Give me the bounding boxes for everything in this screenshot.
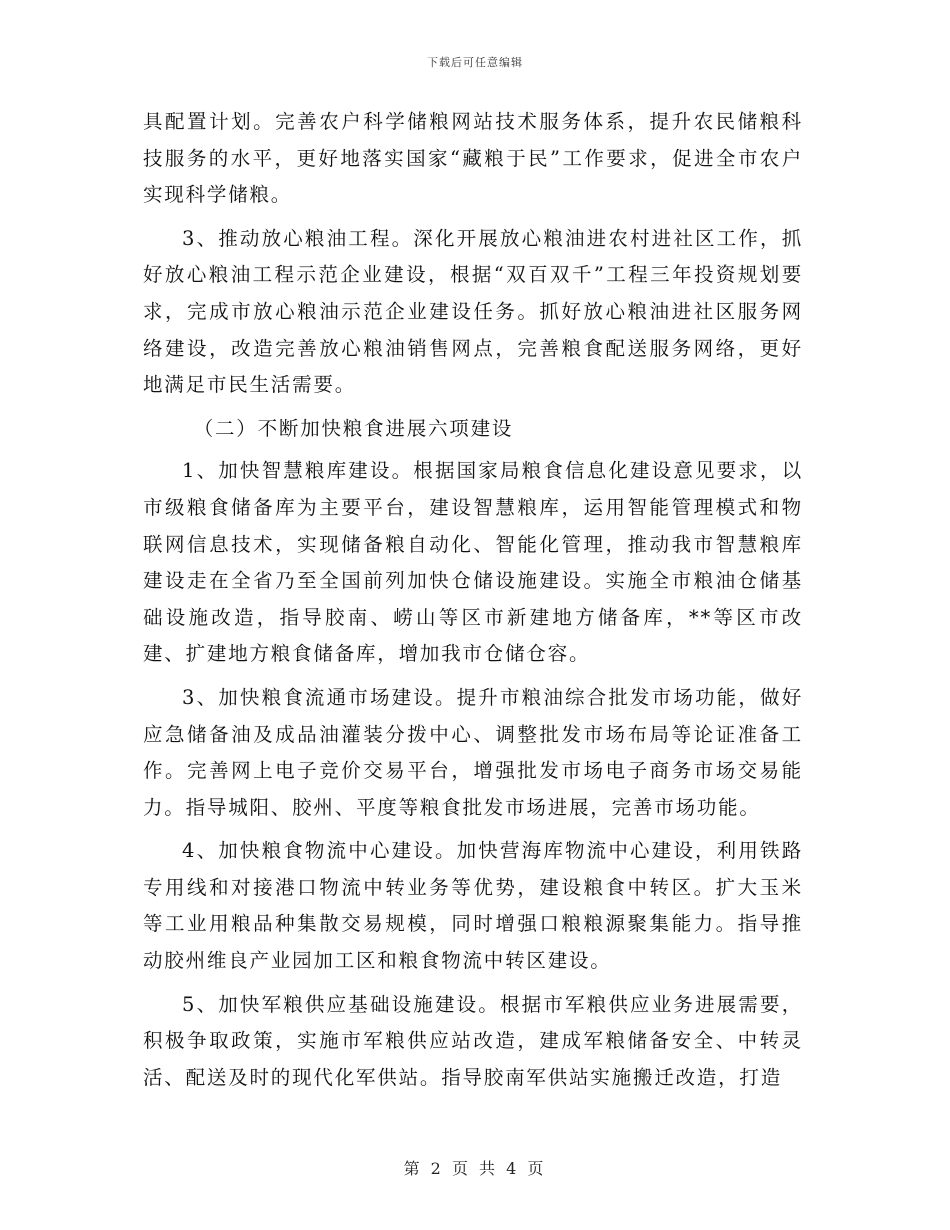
paragraph-item-1-smart-granary: 1、加快智慧粮库建设。根据国家局粮食信息化建设意见要求，以市级粮食储备库为主要平台，建设智慧粮库，运用智能管理模式和物联网信息技术，实现储备粮自动化、智能化管理，推动我市智慧粮库建设走在全省乃至全国前列加快仓储设施建设。实施全市粮油仓储基础设施改造，指导胶南、崂山等区市新建地方储备库，**等区市改建、扩建地方粮食储备库，增加我市仓储仓容。 xyxy=(143,459,803,666)
document-body xyxy=(143,104,803,1096)
paragraph-item-3-market: 3、加快粮食流通市场建设。提升市粮油综合批发市场功能，做好应急储备油及成品油灌装分拨中心、调整批发市场布局等论证准备工作。完善网上电子竞价交易平台，增强批发市场电子商务市场交易能力。指导城阳、胶州、平度等粮食批发市场进展，完善市场功能。 xyxy=(143,685,803,819)
paragraph-continuation: 具配置计划。完善农户科学储粮网站技术服务体系，提升农民储粮科技服务的水平，更好地落实国家“藏粮于民”工作要求，促进全市农户实现科学储粮。 xyxy=(143,110,803,207)
page-header-note: 下载后可任意编辑 xyxy=(427,56,523,69)
page-number-footer: 第 2 页 共 4 页 xyxy=(403,1159,547,1178)
paragraph-item-4-logistics: 4、加快粮食物流中心建设。加快营海库物流中心建设，利用铁路专用线和对接港口物流中转业务等优势，建设粮食中转区。扩大玉米等工业用粮品种集散交易规模，同时增强口粮粮源聚集能力。指导推动胶州维良产业园加工区和粮食物流中转区建设。 xyxy=(143,839,803,973)
paragraph-item-3-grain-oil: 3、推动放心粮油工程。深化开展放心粮油进农村进社区工作，抓好放心粮油工程示范企业建设，根据“双百双千”工程三年投资规划要求，完成市放心粮油示范企业建设任务。抓好放心粮油进社区服务网络建设，改造完善放心粮油销售网点，完善粮食配送服务网络，更好地满足市民生活需要。 xyxy=(143,226,803,397)
section-subheading: （二）不断加快粮食进展六项建设 xyxy=(193,416,514,440)
paragraph-item-5-military-supply: 5、加快军粮供应基础设施建设。根据市军粮供应业务进展需要，积极争取政策，实施市军粮供应站改造，建成军粮储备安全、中转灵活、配送及时的现代化军供站。指导胶南军供站实施搬迁改造，打造 xyxy=(143,992,803,1089)
